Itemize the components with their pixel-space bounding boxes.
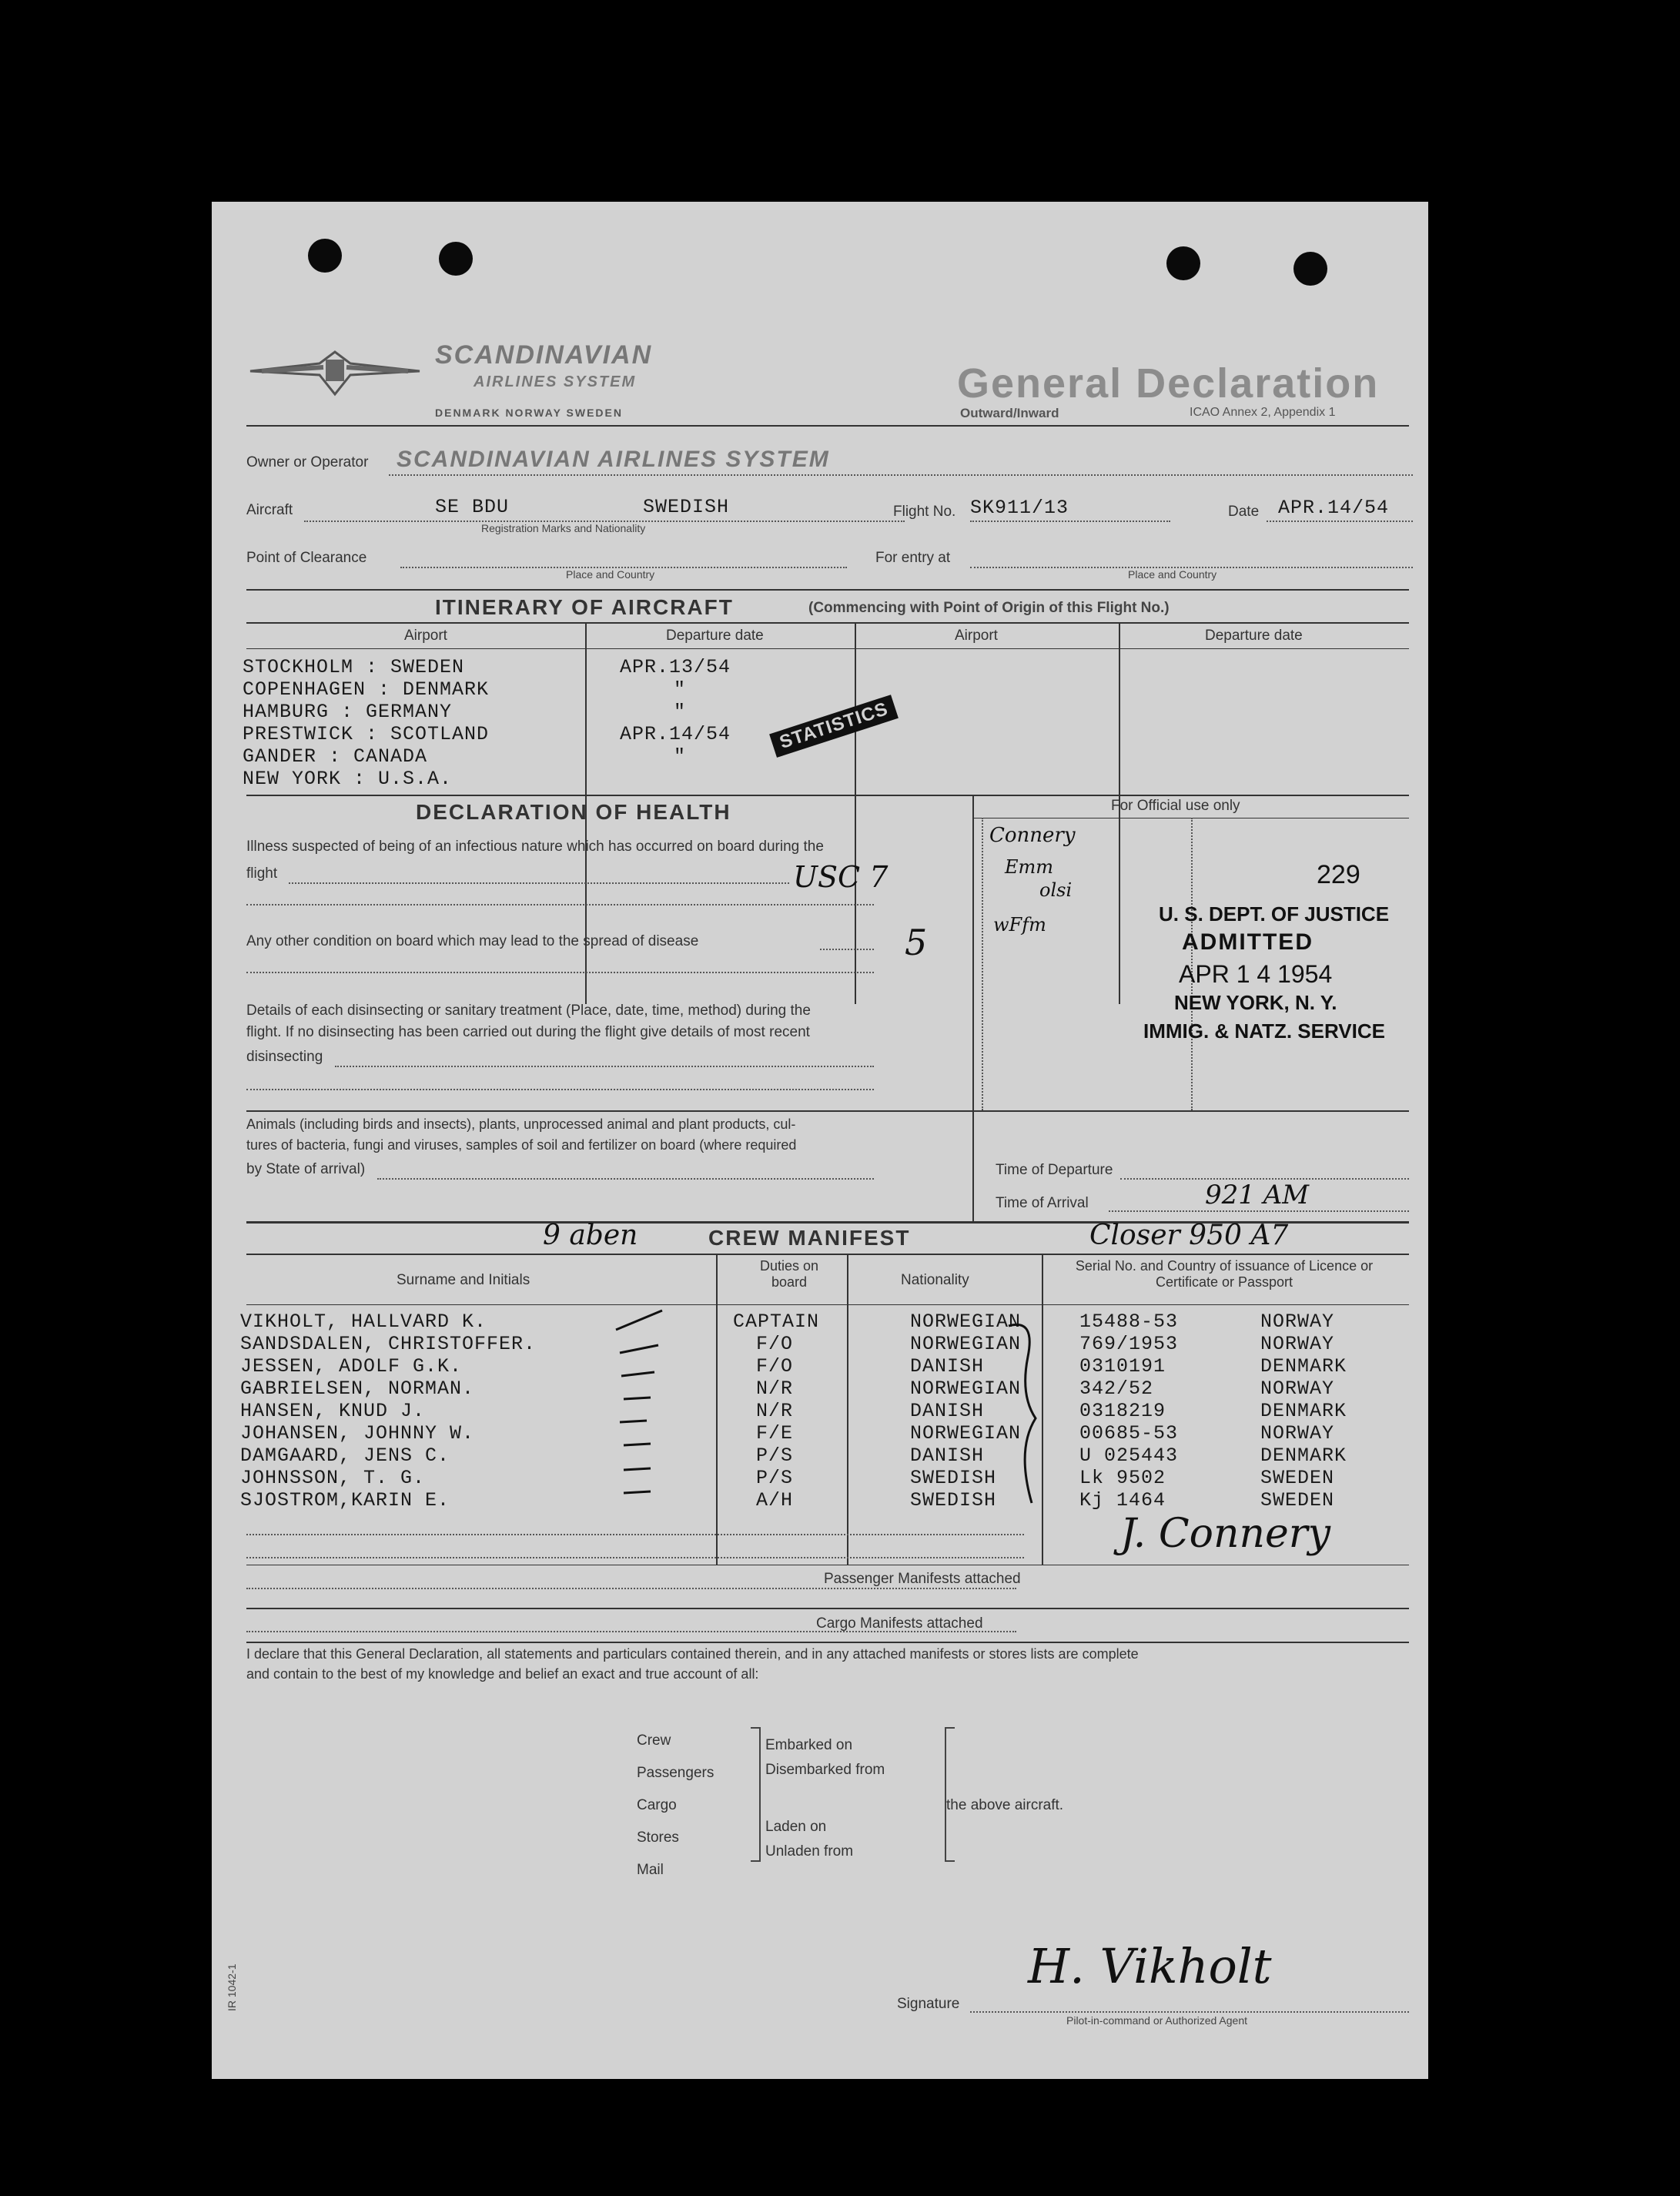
crew-duty: N/R [756, 1378, 794, 1400]
itinerary-airport: COPENHAGEN : DENMARK [243, 678, 490, 701]
declaration-top-rule [246, 1642, 1409, 1643]
crew-country: SWEDEN [1260, 1467, 1335, 1489]
flight-label: Flight No. [893, 504, 956, 520]
crew-country: NORWAY [1260, 1333, 1335, 1355]
crew-serial: 769/1953 [1079, 1333, 1179, 1355]
crew-duty: A/H [756, 1489, 794, 1511]
health-disinfect-line3: disinsecting [246, 1049, 323, 1065]
itinerary-header-rule [246, 622, 1409, 624]
crew-nationality: SWEDISH [910, 1489, 997, 1511]
official-rule [972, 1110, 1409, 1111]
manifest-rule [246, 1608, 1409, 1609]
crew-name: JOHNSSON, T. G. [240, 1467, 426, 1489]
health-other-hand: 5 [905, 922, 928, 963]
airline-name-line1: SCANDINAVIAN [435, 340, 653, 370]
admitted-stamp-line2: ADMITTED [1182, 929, 1314, 955]
crew-blank-line [246, 1534, 1024, 1535]
itinerary-col-date: Departure date [666, 628, 764, 644]
time-arrival-line [1109, 1210, 1409, 1212]
flight-line [970, 521, 1170, 522]
entry-caption: Place and Country [1128, 568, 1217, 581]
crew-country: DENMARK [1260, 1444, 1347, 1467]
admitted-stamp-line5: IMMIG. & NATZ. SERVICE [1143, 1019, 1385, 1043]
crew-serial: 0310191 [1079, 1355, 1166, 1378]
crew-title: CREW MANIFEST [708, 1226, 911, 1250]
signature-caption: Pilot-in-command or Authorized Agent [1066, 2014, 1248, 2027]
crew-duty: F/O [756, 1333, 794, 1355]
itinerary-date: " [674, 701, 687, 723]
itinerary-top-rule [246, 589, 1409, 591]
crew-name: HANSEN, KNUD J. [240, 1400, 426, 1422]
owner-value: SCANDINAVIAN AIRLINES SYSTEM [397, 447, 830, 472]
crew-country: SWEDEN [1260, 1489, 1335, 1511]
clearance-label: Point of Clearance [246, 550, 367, 566]
time-arrival-label: Time of Arrival [996, 1195, 1089, 1211]
time-arrival-hand: 921 AM [1205, 1180, 1310, 1210]
table-row [240, 1311, 1434, 1334]
health-illness-hand: USC 7 [793, 860, 889, 894]
crew-tick-marks [612, 1299, 674, 1507]
crew-nationality: DANISH [910, 1444, 985, 1467]
table-row [240, 1400, 1434, 1423]
document-page [212, 202, 1428, 2079]
itinerary-date: APR.14/54 [620, 723, 731, 745]
signature-hand: H. Vikholt [1028, 1938, 1272, 1994]
health-line [377, 1178, 874, 1180]
owner-line [389, 474, 1413, 476]
passenger-manifests-label: Passenger Manifests attached [824, 1571, 1021, 1587]
date-line [1267, 521, 1413, 522]
declaration-item: Passengers [637, 1765, 715, 1781]
table-row [240, 1378, 1434, 1401]
header-rule [246, 425, 1409, 427]
crew-serial: 0318219 [1079, 1400, 1166, 1422]
health-line [246, 1089, 874, 1090]
crew-country: DENMARK [1260, 1355, 1347, 1378]
health-title: DECLARATION OF HEALTH [416, 800, 731, 824]
official-hand-note: wFfm [993, 914, 1046, 936]
health-illness-line2: flight [246, 865, 278, 882]
declaration-item: Stores [637, 1829, 679, 1846]
entry-label: For entry at [875, 550, 951, 566]
punch-hole [1293, 252, 1327, 286]
crew-name: JESSEN, ADOLF G.K. [240, 1355, 463, 1378]
health-disinfect-line1: Details of each disinsecting or sanitary treatment (Place, date, time, method) during the [246, 1003, 811, 1019]
crew-hand-right: Closer 950 A7 [1089, 1220, 1289, 1251]
cargo-manifests-label: Cargo Manifests attached [816, 1615, 983, 1632]
health-animals-line3: by State of arrival) [246, 1161, 366, 1177]
crew-country: NORWAY [1260, 1311, 1335, 1333]
passenger-manifest-line [246, 1588, 1016, 1589]
crew-duty: F/O [756, 1355, 794, 1378]
table-row [240, 1444, 1434, 1468]
flight-number: SK911/13 [970, 497, 1069, 519]
admitted-stamp-line1: U. S. DEPT. OF JUSTICE [1159, 902, 1390, 926]
clearance-caption: Place and Country [566, 568, 655, 581]
itinerary-date: " [674, 745, 687, 768]
crew-serial: 00685-53 [1079, 1422, 1179, 1444]
date-label: Date [1228, 504, 1260, 520]
health-line [335, 1066, 874, 1067]
crew-nationality: NORWEGIAN [910, 1378, 1022, 1400]
health-line [246, 904, 874, 906]
crew-name: VIKHOLT, HALLVARD K. [240, 1311, 487, 1333]
airline-logo [246, 336, 423, 406]
health-illness-line1: Illness suspected of being of an infectious nature which has occurred on board during the [246, 839, 824, 855]
table-row [240, 1333, 1434, 1356]
aircraft-nationality: SWEDISH [643, 496, 730, 518]
crew-nationality: DANISH [910, 1400, 985, 1422]
crew-country: DENMARK [1260, 1400, 1347, 1422]
crew-col-name: Surname and Initials [397, 1272, 530, 1288]
punch-hole [308, 239, 342, 273]
date-value: APR.14/54 [1278, 497, 1390, 519]
crew-name: GABRIELSEN, NORMAN. [240, 1378, 475, 1400]
declaration-above-aircraft: the above aircraft. [946, 1797, 1064, 1813]
declaration-item: Crew [637, 1732, 671, 1749]
crew-col-serial: Serial No. and Country of issuance of Licence or Certificate or Passport [1075, 1258, 1374, 1290]
crew-hand-left: 9 aben [543, 1220, 638, 1251]
form-annex: ICAO Annex 2, Appendix 1 [1190, 406, 1336, 419]
official-label: For Official use only [1111, 798, 1240, 814]
crew-country: NORWAY [1260, 1422, 1335, 1444]
crew-country: NORWAY [1260, 1378, 1335, 1400]
health-disinfect-line2: flight. If no disinsecting has been carried out during the flight give details of most recent [246, 1024, 810, 1040]
itinerary-divider [855, 622, 856, 1004]
declaration-item: Cargo [637, 1797, 677, 1813]
crew-name: JOHANSEN, JOHNNY W. [240, 1422, 475, 1444]
itinerary-sub-rule [246, 648, 1409, 649]
health-animals-line1: Animals (including birds and insects), plants, unprocessed animal and plant products, cul- [246, 1116, 796, 1132]
health-other-condition: Any other condition on board which may lead to the spread of disease [246, 933, 699, 949]
form-title: General Declaration [957, 360, 1380, 407]
punch-hole [1166, 246, 1200, 280]
signature-label: Signature [897, 1996, 960, 2012]
crew-duty: P/S [756, 1467, 794, 1489]
punch-hole [439, 242, 473, 276]
crew-bracket-mark [1005, 1311, 1051, 1511]
crew-signature: J. Connery [1120, 1511, 1330, 1557]
time-departure-label: Time of Departure [996, 1162, 1113, 1178]
itinerary-title: ITINERARY OF AIRCRAFT [435, 595, 734, 619]
crew-serial: 15488-53 [1079, 1311, 1179, 1333]
itinerary-airport: STOCKHOLM : SWEDEN [243, 656, 465, 678]
declaration-item: Mail [637, 1862, 664, 1878]
official-dotted-box [982, 818, 983, 1110]
declaration-disembarked: Disembarked from [765, 1762, 885, 1778]
crew-duty: N/R [756, 1400, 794, 1422]
table-row [240, 1489, 1434, 1512]
official-hand-note: Connery [989, 824, 1076, 847]
crew-col-duties: Duties on board [759, 1258, 819, 1290]
crew-name: DAMGAARD, JENS C. [240, 1444, 450, 1467]
health-animals-line2: tures of bacteria, fungi and viruses, samples of soil and fertilizer on board (where required [246, 1137, 797, 1153]
declaration-laden: Laden on [765, 1819, 827, 1835]
form-subtitle: Outward/Inward [960, 406, 1059, 420]
crew-blank-line [246, 1557, 1024, 1558]
crew-duty: F/E [756, 1422, 794, 1444]
itinerary-col-airport: Airport [404, 628, 447, 644]
airline-name-line2: AIRLINES SYSTEM [474, 373, 637, 390]
margin-note: IR 1042-1 [226, 1963, 238, 2011]
crew-serial: Lk 9502 [1079, 1467, 1166, 1489]
signature-line [970, 2011, 1409, 2013]
admitted-stamp-date: APR 1 4 1954 [1179, 960, 1333, 988]
admitted-stamp-line4: NEW YORK, N. Y. [1174, 991, 1337, 1014]
owner-label: Owner or Operator [246, 454, 369, 470]
itinerary-airport: PRESTWICK : SCOTLAND [243, 723, 490, 745]
crew-nationality: NORWEGIAN [910, 1333, 1022, 1355]
crew-col-nationality: Nationality [901, 1272, 969, 1288]
crew-sub-rule [246, 1304, 1409, 1305]
itinerary-note: (Commencing with Point of Origin of this Flight No.) [808, 600, 1170, 616]
table-row [240, 1355, 1434, 1378]
official-number: 229 [1317, 860, 1360, 889]
airline-countries: DENMARK NORWAY SWEDEN [435, 407, 623, 419]
crew-name: SANDSDALEN, CHRISTOFFER. [240, 1333, 537, 1355]
crew-nationality: NORWEGIAN [910, 1422, 1022, 1444]
declaration-unladen: Unladen from [765, 1843, 854, 1860]
declaration-line2: and contain to the best of my knowledge and belief an exact and true account of all: [246, 1666, 759, 1682]
itinerary-date: " [674, 678, 687, 701]
itinerary-date: APR.13/54 [620, 656, 731, 678]
crew-serial: U 025443 [1079, 1444, 1179, 1467]
official-divider [972, 795, 974, 1221]
table-row [240, 1422, 1434, 1445]
table-row [240, 1467, 1434, 1490]
statistics-stamp: STATISTICS [769, 695, 899, 758]
crew-nationality: SWEDISH [910, 1467, 997, 1489]
health-line [820, 949, 874, 950]
itinerary-col-date-2: Departure date [1205, 628, 1303, 644]
itinerary-col-airport-2: Airport [955, 628, 998, 644]
crew-nationality: NORWEGIAN [910, 1311, 1022, 1333]
health-top-rule [246, 795, 1409, 796]
crew-name: SJOSTROM,KARIN E. [240, 1489, 450, 1511]
aircraft-label: Aircraft [246, 502, 293, 518]
declaration-brackets [743, 1726, 966, 1888]
declaration-line1: I declare that this General Declaration, all statements and particulars contained therein, and in any attached manifests or stores lists are complete [246, 1646, 1139, 1662]
official-hand-note: Emm [1005, 856, 1054, 878]
crew-header-rule [246, 1254, 1409, 1255]
aircraft-caption: Registration Marks and Nationality [481, 522, 646, 534]
crew-duty: P/S [756, 1444, 794, 1467]
itinerary-airport: HAMBURG : GERMANY [243, 701, 453, 723]
crew-serial: Kj 1464 [1079, 1489, 1166, 1511]
health-line [246, 972, 874, 973]
official-hand-note: olsi [1039, 879, 1073, 901]
crew-duty: CAPTAIN [733, 1311, 820, 1333]
aircraft-registration: SE BDU [435, 496, 510, 518]
crew-serial: 342/52 [1079, 1378, 1154, 1400]
declaration-embarked: Embarked on [765, 1737, 853, 1753]
itinerary-airport: GANDER : CANADA [243, 745, 428, 768]
itinerary-airport: NEW YORK : U.S.A. [243, 768, 453, 790]
crew-nationality: DANISH [910, 1355, 985, 1378]
health-line [289, 882, 789, 884]
